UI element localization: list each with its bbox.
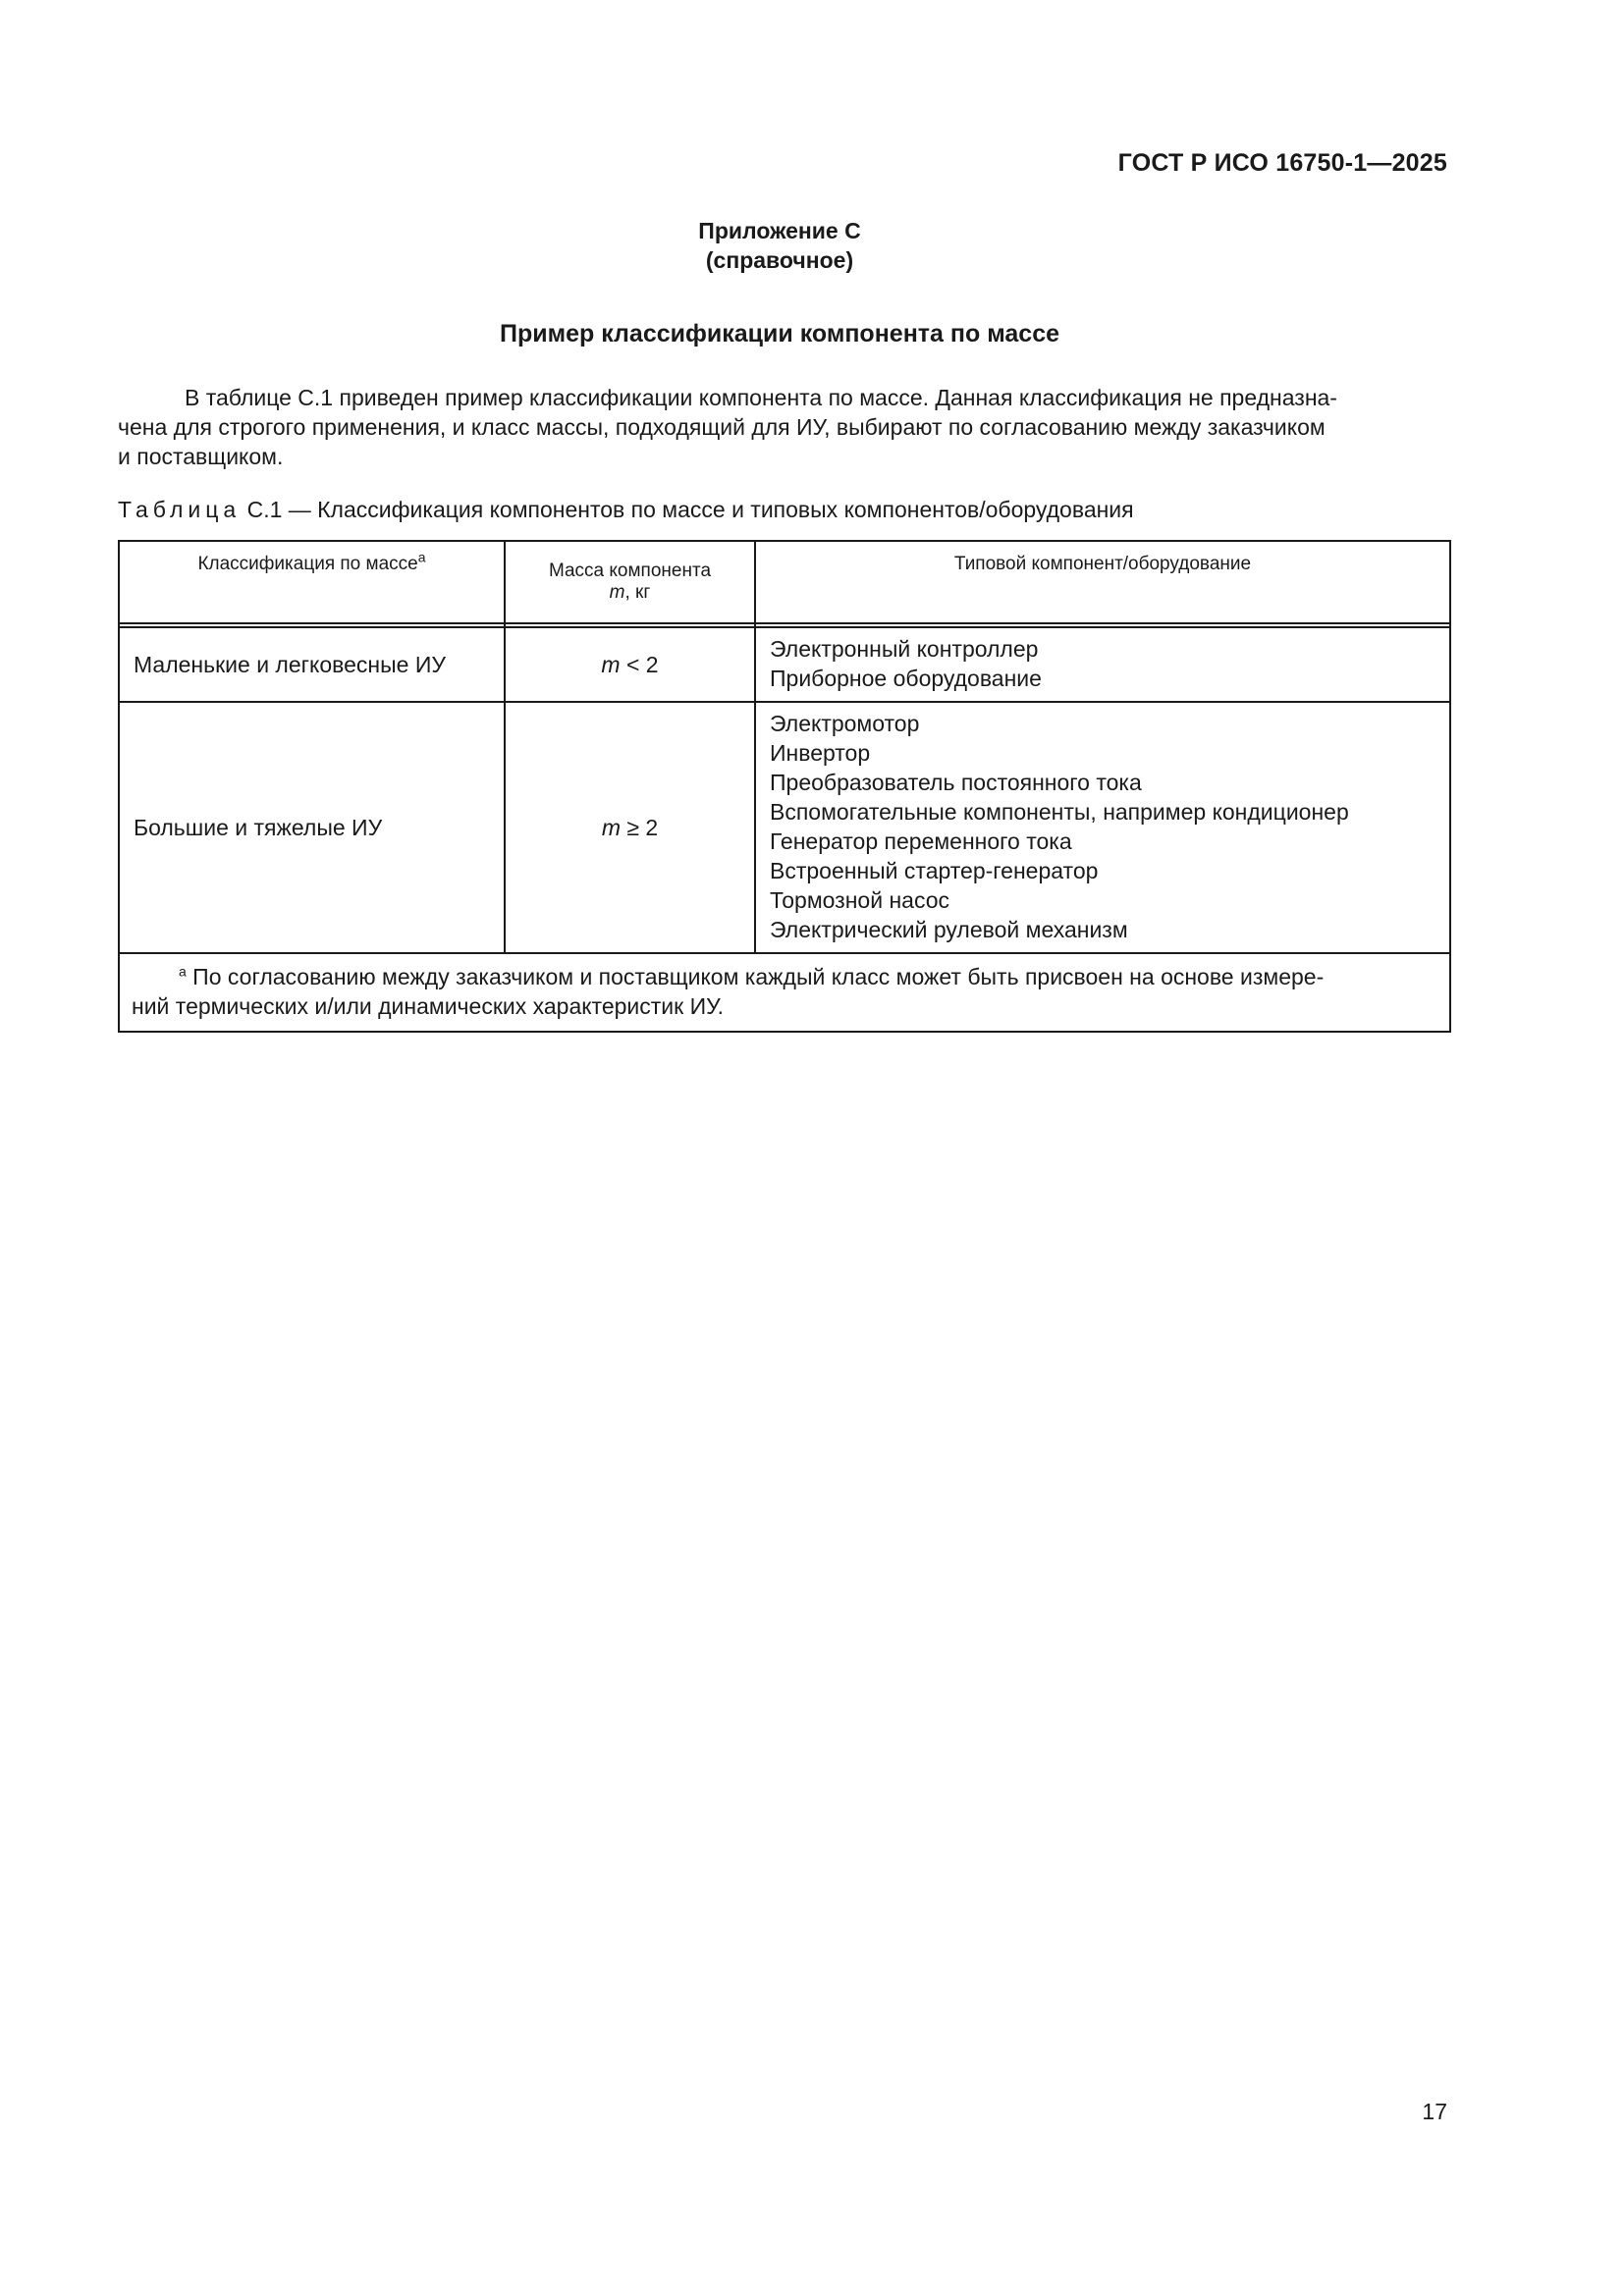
- component-item: Генератор переменного тока: [770, 828, 1072, 854]
- footnote-marker: a: [179, 963, 187, 980]
- cell-mass: m ≥ 2: [505, 702, 755, 953]
- table-caption: [118, 497, 1134, 523]
- component-item: Встроенный стартер-генератор: [770, 858, 1099, 883]
- component-item: Электромотор: [770, 711, 920, 736]
- header-classification: Классификация по массе$^a$: [119, 541, 505, 623]
- cell-classification: Маленькие и легковесные ИУ: [119, 627, 505, 702]
- document-code: ГОСТ Р ИСО 16750-1—2025: [1117, 149, 1447, 177]
- component-item: Тормозной насос: [770, 887, 950, 913]
- component-item: Электронный контроллер: [770, 636, 1039, 662]
- header-components: Типовой компонент/оборудование: [755, 541, 1450, 623]
- page-number: 17: [1422, 2099, 1447, 2124]
- table-footnote: $^a$ По согласованию между заказчиком и поставщиком каждый класс может быть присвоен на основе измере- ний термических и/или динамических характеристик ИУ.: [119, 953, 1450, 1032]
- classification-table: [118, 540, 1451, 1033]
- component-item: Инвертор: [770, 740, 871, 766]
- table-header-row: [119, 541, 1450, 623]
- cell-mass: m < 2: [505, 627, 755, 702]
- table-caption-text: С.1 — Классификация компонентов по массе и типовых компонентов/оборудования: [246, 497, 1134, 522]
- appendix-subtitle: (справочное): [705, 247, 854, 273]
- appendix-title: Приложение С: [698, 218, 861, 243]
- table-row: [119, 627, 1450, 702]
- table-caption-label: Таблица: [118, 497, 242, 522]
- intro-line: чена для строгого применения, и класс массы, подходящий для ИУ, выбирают по согласованию между заказчиком: [118, 414, 1326, 440]
- cell-classification: Большие и тяжелые ИУ: [119, 702, 505, 953]
- component-item: Приборное оборудование: [770, 666, 1042, 691]
- table-row: [119, 702, 1450, 953]
- header-mass: Масса компонента m, кг: [505, 541, 755, 623]
- table-footnote-row: [119, 953, 1450, 1032]
- cell-components: [755, 702, 1450, 953]
- intro-line: В таблице С.1 приведен пример классификации компонента по массе. Данная классификация не предназна-: [185, 385, 1337, 410]
- component-item: Вспомогательные компоненты, например кондиционер: [770, 799, 1349, 825]
- component-item: Электрический рулевой механизм: [770, 917, 1128, 942]
- cell-components: [755, 627, 1450, 702]
- footnote-marker: a: [417, 549, 426, 565]
- intro-paragraph: [118, 383, 1447, 471]
- intro-line: и поставщиком.: [118, 444, 284, 469]
- component-item: Преобразователь постоянного тока: [770, 770, 1142, 795]
- section-title: Пример классификации компонента по массе: [500, 320, 1059, 347]
